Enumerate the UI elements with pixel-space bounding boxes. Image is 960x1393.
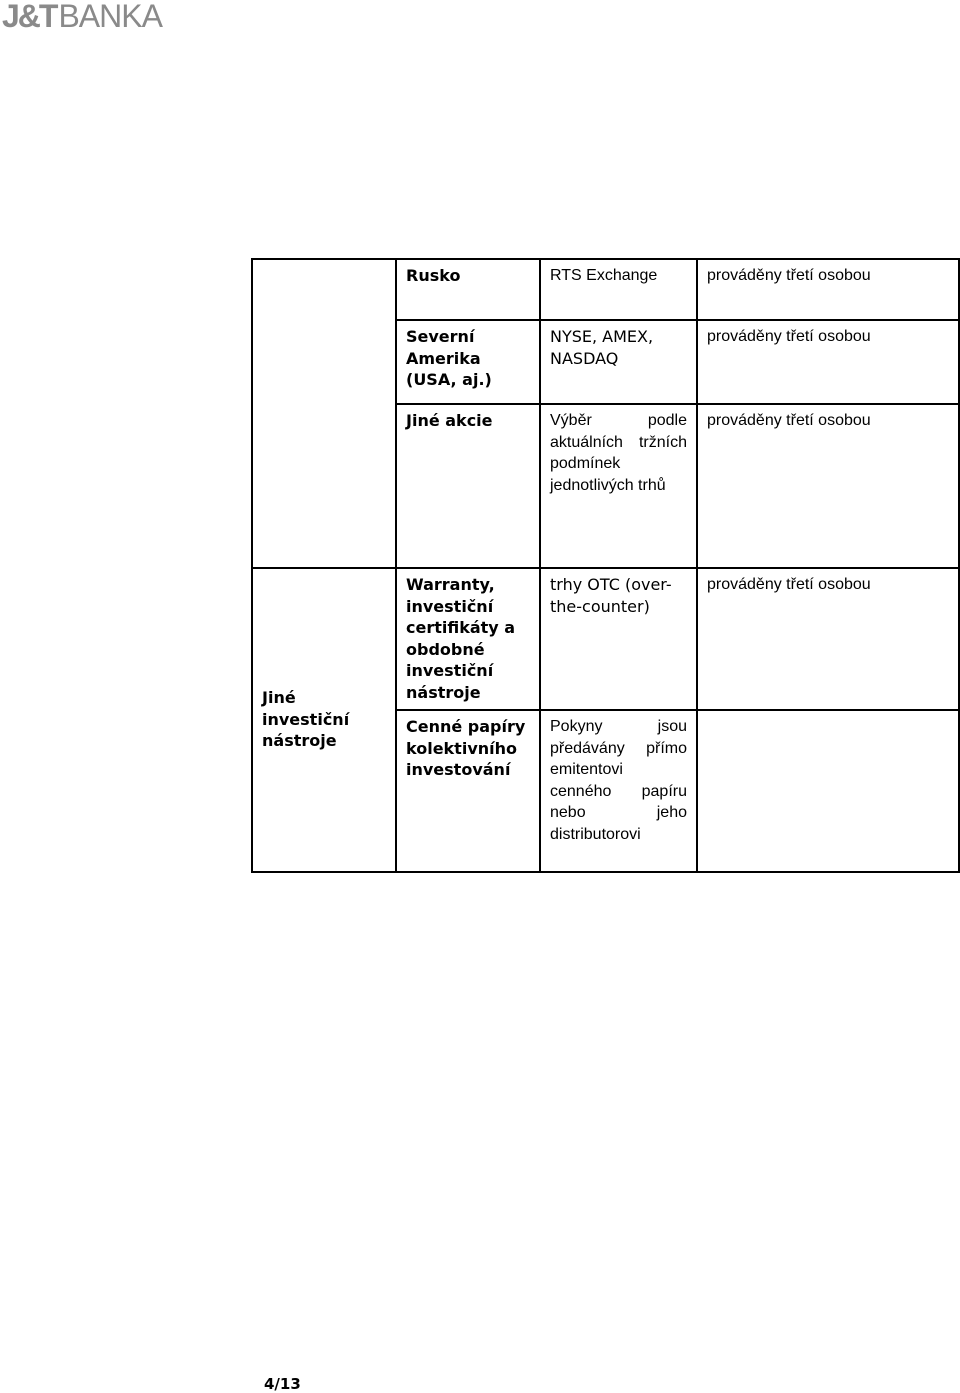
category-cell: Jiné investiční nástroje [252, 568, 396, 872]
venue-cell: Výběr podle aktuálních tržních podmínek jednotlivých trhů [540, 404, 697, 568]
instrument-cell: Warranty, investiční certifikáty a obdobné investiční nástroje [396, 568, 540, 710]
page-number: 4/13 [264, 1375, 301, 1393]
execution-cell: prováděny třetí osobou [697, 259, 959, 320]
logo-jt: J&T [2, 0, 57, 34]
category-cell-empty [252, 259, 396, 568]
instrument-cell: Severní Amerika (USA, aj.) [396, 320, 540, 404]
table-row [252, 568, 959, 710]
logo-banka: BANKA [58, 0, 162, 34]
execution-cell: prováděny třetí osobou [697, 404, 959, 568]
instrument-cell: Rusko [396, 259, 540, 320]
execution-cell: prováděny třetí osobou [697, 568, 959, 710]
instrument-cell: Cenné papíry kolektivního investování [396, 710, 540, 872]
instrument-cell: Jiné akcie [396, 404, 540, 568]
venue-cell: trhy OTC (over-the-counter) [540, 568, 697, 710]
jt-banka-logo [2, 0, 162, 32]
venue-cell: Pokyny jsou předávány přímo emitentovi cenného papíru nebo jeho distributorovi [540, 710, 697, 872]
venue-cell: RTS Exchange [540, 259, 697, 320]
execution-venues-table [251, 258, 960, 873]
execution-cell [697, 710, 959, 872]
venue-cell: NYSE, AMEX, NASDAQ [540, 320, 697, 404]
table-row [252, 259, 959, 320]
execution-cell: prováděny třetí osobou [697, 320, 959, 404]
